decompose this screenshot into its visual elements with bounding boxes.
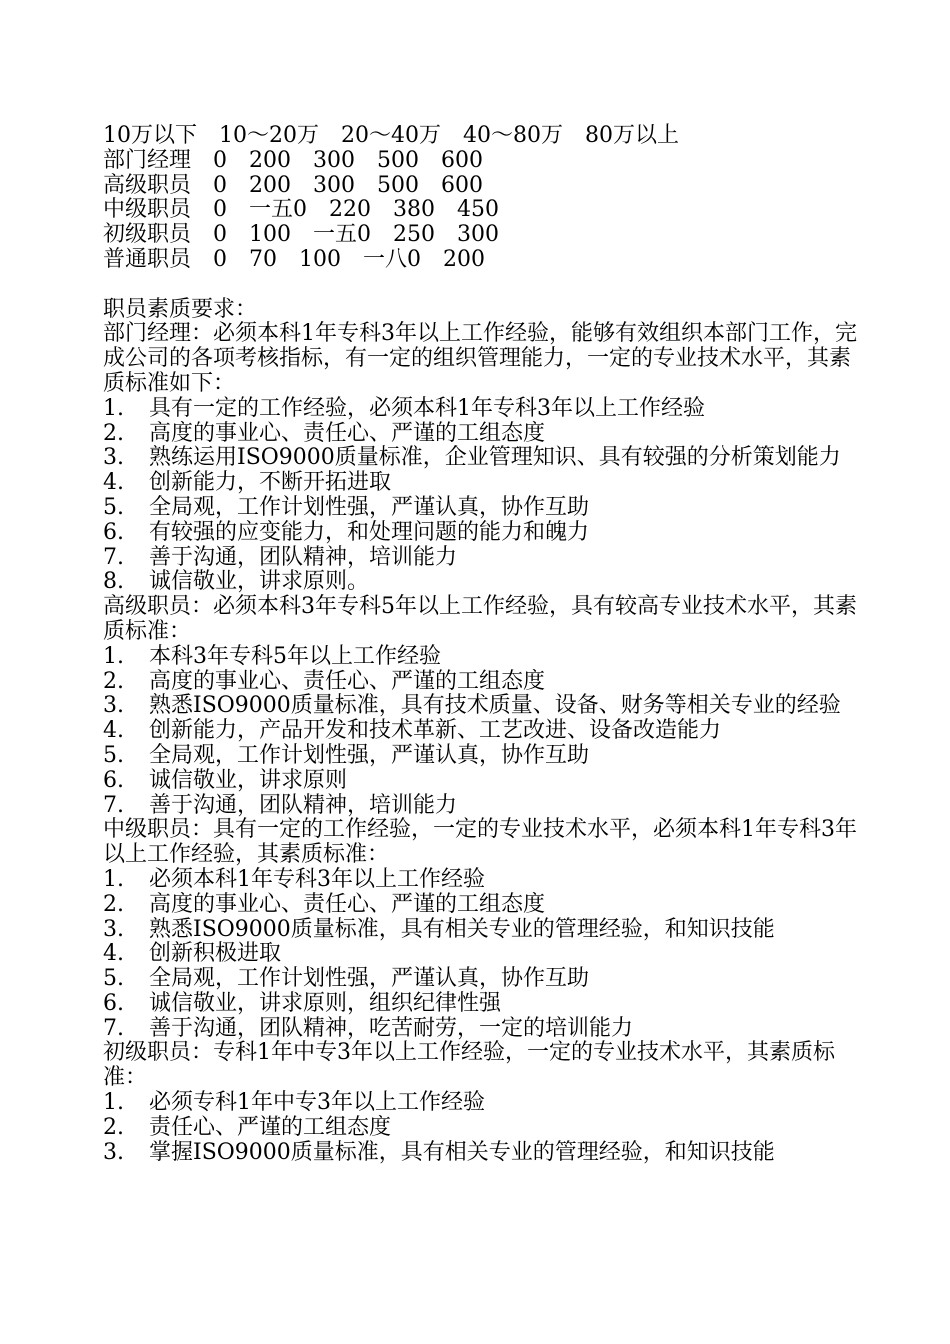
list-item	[103, 769, 863, 794]
item-text: 必须本科1年专科3年以上工作经验	[149, 866, 485, 892]
item-text: 熟练运用ISO9000质量标准，企业管理知识、具有较强的分析策划能力	[149, 445, 841, 471]
salary-row-middle: 中级职员 0 一五0 220 380 450	[103, 197, 499, 223]
item-number: 5.	[103, 494, 124, 520]
item-number: 4.	[103, 470, 124, 496]
item-number: 2.	[103, 891, 124, 917]
item-text: 高度的事业心、责任心、严谨的工组态度	[149, 891, 546, 917]
list-item	[103, 570, 863, 595]
salary-row-general: 普通职员 0 70 100 一八0 200	[103, 246, 485, 272]
item-text: 诚信敬业，讲求原则，组织纪律性强	[149, 990, 502, 1016]
item-number: 4.	[103, 941, 124, 967]
item-text: 必须专科1年中专3年以上工作经验	[149, 1090, 485, 1116]
item-text: 善于沟通，团队精神，吃苦耐劳，一定的培训能力	[149, 1015, 634, 1041]
item-text: 全局观，工作计划性强，严谨认真，协作互助	[149, 966, 590, 992]
list-item	[103, 446, 863, 471]
middle-section	[103, 818, 863, 1041]
item-number: 6.	[103, 519, 124, 545]
item-number: 5.	[103, 742, 124, 768]
salary-table-header: 10万以下 10～20万 20～40万 40～80万 80万以上	[103, 123, 679, 148]
item-number: 2.	[103, 420, 124, 446]
item-number: 5.	[103, 966, 124, 992]
senior-section	[103, 595, 863, 818]
item-text: 熟悉ISO9000质量标准，具有相关专业的管理经验，和知识技能	[149, 916, 775, 942]
requirements-heading: 职员素质要求：	[103, 296, 258, 322]
list-item	[103, 942, 863, 967]
item-text: 熟悉ISO9000质量标准，具有技术质量、设备、财务等相关专业的经验	[149, 693, 841, 719]
list-item	[103, 967, 863, 992]
salary-row-junior: 初级职员 0 100 一五0 250 300	[103, 222, 499, 248]
item-number: 2.	[103, 668, 124, 694]
item-number: 4.	[103, 718, 124, 744]
list-item	[103, 1017, 863, 1042]
senior-intro: 高级职员：必须本科3年专科5年以上工作经验，具有较高专业技术水平，其素质标准：	[103, 594, 857, 644]
list-item	[103, 496, 863, 521]
list-item	[103, 694, 863, 719]
document-body	[103, 124, 863, 1165]
list-item	[103, 744, 863, 769]
list-item	[103, 719, 863, 744]
item-text: 责任心、严谨的工组态度	[149, 1114, 392, 1140]
junior-section	[103, 1041, 863, 1165]
salary-table	[103, 124, 863, 273]
section-gap	[103, 273, 863, 298]
item-text: 诚信敬业，讲求原则。	[149, 569, 370, 595]
item-number: 3.	[103, 1139, 124, 1165]
item-text: 具有一定的工作经验，必须本科1年专科3年以上工作经验	[149, 395, 705, 421]
middle-intro: 中级职员：具有一定的工作经验，一定的专业技术水平，必须本科1年专科3年以上工作经验，其素质标准：	[103, 817, 857, 868]
item-number: 7.	[103, 544, 124, 570]
item-text: 全局观，工作计划性强，严谨认真，协作互助	[149, 742, 590, 768]
list-item	[103, 794, 863, 819]
item-text: 善于沟通，团队精神，培训能力	[149, 544, 458, 570]
list-item	[103, 471, 863, 496]
item-text: 高度的事业心、责任心、严谨的工组态度	[149, 668, 546, 694]
item-number: 8.	[103, 569, 124, 595]
list-item	[103, 918, 863, 943]
item-number: 7.	[103, 1015, 124, 1041]
item-text: 创新能力，不断开拓进取	[149, 470, 392, 496]
item-number: 1.	[103, 866, 124, 892]
list-item	[103, 992, 863, 1017]
item-text: 掌握ISO9000质量标准，具有相关专业的管理经验，和知识技能	[149, 1139, 775, 1165]
item-text: 创新能力，产品开发和技术革新、工艺改进、设备改造能力	[149, 718, 722, 744]
item-number: 3.	[103, 693, 124, 719]
item-number: 6.	[103, 767, 124, 793]
list-item	[103, 893, 863, 918]
list-item	[103, 670, 863, 695]
salary-row-manager: 部门经理 0 200 300 500 600	[103, 147, 483, 173]
item-number: 6.	[103, 990, 124, 1016]
item-text: 善于沟通，团队精神，培训能力	[149, 792, 458, 818]
item-text: 创新积极进取	[149, 941, 282, 967]
item-number: 7.	[103, 792, 124, 818]
item-text: 有较强的应变能力，和处理问题的能力和魄力	[149, 519, 590, 545]
junior-intro: 初级职员：专科1年中专3年以上工作经验，一定的专业技术水平，其素质标准：	[103, 1040, 835, 1091]
item-number: 1.	[103, 1090, 124, 1116]
item-number: 1.	[103, 395, 124, 421]
list-item	[103, 397, 863, 422]
item-number: 1.	[103, 643, 124, 669]
item-number: 3.	[103, 445, 124, 471]
list-item	[103, 422, 863, 447]
item-text: 高度的事业心、责任心、严谨的工组态度	[149, 420, 546, 446]
item-number: 2.	[103, 1114, 124, 1140]
list-item	[103, 1141, 863, 1166]
item-text: 诚信敬业，讲求原则	[149, 767, 348, 793]
manager-section	[103, 322, 863, 595]
list-item	[103, 1091, 863, 1116]
list-item	[103, 868, 863, 893]
item-text: 本科3年专科5年以上工作经验	[149, 643, 441, 669]
item-text: 全局观，工作计划性强，严谨认真，协作互助	[149, 494, 590, 520]
list-item	[103, 546, 863, 571]
manager-intro: 部门经理：必须本科1年专科3年以上工作经验，能够有效组织本部门工作，完成公司的各项考核指标，有一定的组织管理能力，一定的专业技术水平，其素质标准如下：	[103, 321, 857, 396]
item-number: 3.	[103, 916, 124, 942]
list-item	[103, 1116, 863, 1141]
list-item	[103, 645, 863, 670]
salary-row-senior: 高级职员 0 200 300 500 600	[103, 172, 483, 198]
list-item	[103, 521, 863, 546]
